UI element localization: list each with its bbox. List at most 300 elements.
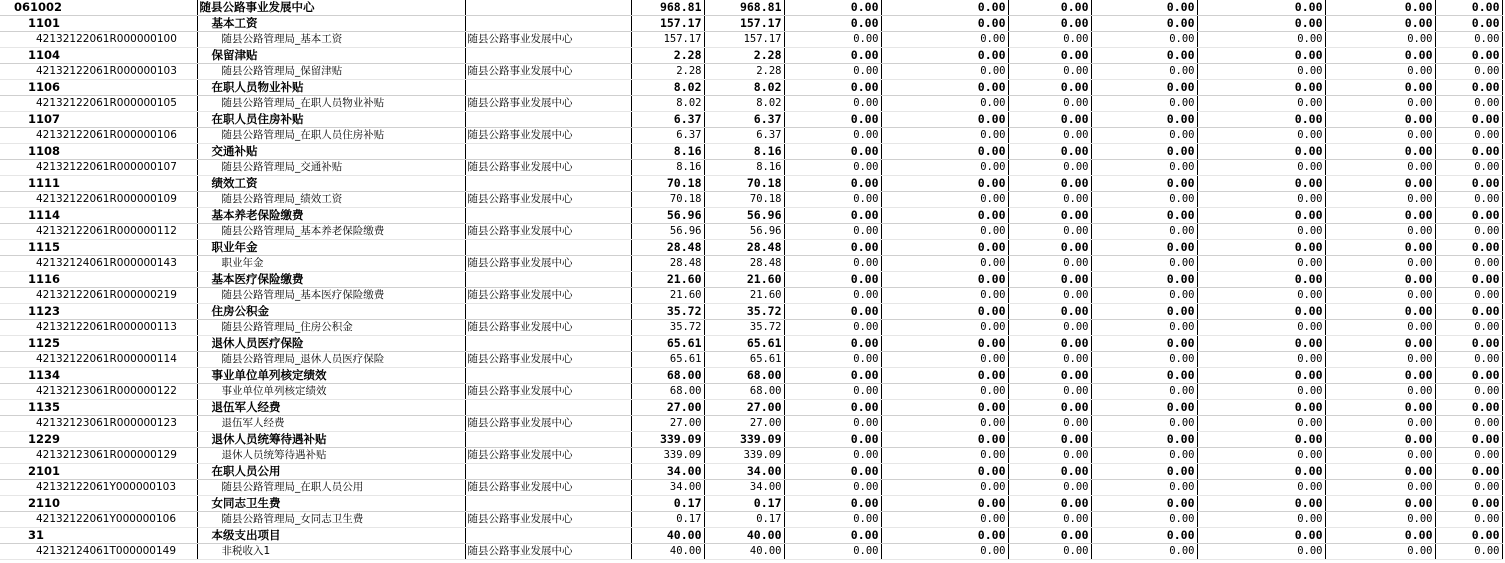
amount-cell[interactable]: 0.00	[1091, 80, 1197, 96]
amount-cell[interactable]: 65.61	[631, 352, 704, 368]
amount-cell[interactable]: 0.00	[1091, 448, 1197, 464]
amount-cell[interactable]: 0.00	[784, 16, 881, 32]
unit-cell[interactable]	[465, 16, 631, 32]
unit-cell[interactable]: 随县公路事业发展中心	[465, 416, 631, 432]
amount-cell[interactable]: 0.00	[1197, 544, 1325, 560]
amount-cell[interactable]: 157.17	[704, 16, 784, 32]
amount-cell[interactable]: 0.00	[1008, 496, 1091, 512]
unit-cell[interactable]: 随县公路事业发展中心	[465, 256, 631, 272]
amount-cell[interactable]: 0.00	[1435, 208, 1502, 224]
amount-cell[interactable]: 70.18	[631, 192, 704, 208]
amount-cell[interactable]: 0.00	[1325, 160, 1435, 176]
amount-cell[interactable]: 0.00	[1008, 192, 1091, 208]
amount-cell[interactable]: 34.00	[631, 464, 704, 480]
amount-cell[interactable]: 0.00	[1197, 432, 1325, 448]
amount-cell[interactable]: 157.17	[631, 16, 704, 32]
name-cell[interactable]: 随县公路管理局_住房公积金	[197, 320, 465, 336]
amount-cell[interactable]: 968.81	[704, 0, 784, 16]
amount-cell[interactable]: 0.00	[784, 528, 881, 544]
amount-cell[interactable]: 0.00	[1197, 384, 1325, 400]
name-cell[interactable]: 在职人员物业补贴	[197, 80, 465, 96]
amount-cell[interactable]: 0.00	[1008, 64, 1091, 80]
amount-cell[interactable]: 65.61	[631, 336, 704, 352]
amount-cell[interactable]: 0.00	[1197, 400, 1325, 416]
amount-cell[interactable]: 0.00	[881, 384, 1008, 400]
amount-cell[interactable]: 0.00	[1008, 80, 1091, 96]
unit-cell[interactable]	[465, 432, 631, 448]
name-cell[interactable]: 随县公路管理局_交通补贴	[197, 160, 465, 176]
amount-cell[interactable]: 2.28	[704, 64, 784, 80]
amount-cell[interactable]: 0.00	[1325, 432, 1435, 448]
amount-cell[interactable]: 0.00	[1197, 144, 1325, 160]
amount-cell[interactable]: 0.00	[1325, 256, 1435, 272]
amount-cell[interactable]: 0.00	[1008, 176, 1091, 192]
amount-cell[interactable]: 0.00	[881, 0, 1008, 16]
unit-cell[interactable]: 随县公路事业发展中心	[465, 128, 631, 144]
amount-cell[interactable]: 0.00	[1435, 112, 1502, 128]
amount-cell[interactable]: 0.00	[1435, 528, 1502, 544]
amount-cell[interactable]: 0.00	[1008, 368, 1091, 384]
amount-cell[interactable]: 8.02	[704, 96, 784, 112]
amount-cell[interactable]: 0.00	[1325, 544, 1435, 560]
amount-cell[interactable]: 0.00	[881, 80, 1008, 96]
amount-cell[interactable]: 0.00	[784, 480, 881, 496]
amount-cell[interactable]: 0.00	[1091, 144, 1197, 160]
name-cell[interactable]: 在职人员公用	[197, 464, 465, 480]
amount-cell[interactable]: 28.48	[704, 240, 784, 256]
unit-cell[interactable]	[465, 368, 631, 384]
unit-cell[interactable]: 随县公路事业发展中心	[465, 320, 631, 336]
unit-cell[interactable]	[465, 336, 631, 352]
amount-cell[interactable]: 0.00	[1435, 400, 1502, 416]
amount-cell[interactable]: 21.60	[704, 288, 784, 304]
amount-cell[interactable]: 0.00	[1435, 272, 1502, 288]
amount-cell[interactable]: 6.37	[631, 112, 704, 128]
amount-cell[interactable]: 0.00	[881, 32, 1008, 48]
amount-cell[interactable]: 0.00	[1325, 336, 1435, 352]
amount-cell[interactable]: 0.00	[784, 288, 881, 304]
amount-cell[interactable]: 70.18	[704, 192, 784, 208]
amount-cell[interactable]: 0.00	[784, 400, 881, 416]
amount-cell[interactable]: 0.00	[1197, 176, 1325, 192]
amount-cell[interactable]: 0.00	[784, 224, 881, 240]
name-cell[interactable]: 非税收入1	[197, 544, 465, 560]
amount-cell[interactable]: 21.60	[631, 272, 704, 288]
amount-cell[interactable]: 0.00	[1008, 288, 1091, 304]
amount-cell[interactable]: 0.00	[784, 208, 881, 224]
amount-cell[interactable]: 0.00	[1197, 112, 1325, 128]
amount-cell[interactable]: 0.00	[1435, 48, 1502, 64]
code-cell[interactable]: 2101	[0, 464, 197, 480]
amount-cell[interactable]: 0.00	[1197, 448, 1325, 464]
amount-cell[interactable]: 0.00	[881, 128, 1008, 144]
code-cell[interactable]: 42132122061R000000100	[0, 32, 197, 48]
amount-cell[interactable]: 0.00	[784, 176, 881, 192]
amount-cell[interactable]: 0.00	[1435, 496, 1502, 512]
amount-cell[interactable]: 68.00	[631, 384, 704, 400]
unit-cell[interactable]: 随县公路事业发展中心	[465, 544, 631, 560]
amount-cell[interactable]: 0.00	[784, 416, 881, 432]
amount-cell[interactable]: 6.37	[704, 128, 784, 144]
amount-cell[interactable]: 0.17	[631, 512, 704, 528]
amount-cell[interactable]: 0.00	[1091, 480, 1197, 496]
name-cell[interactable]: 退休人员医疗保险	[197, 336, 465, 352]
amount-cell[interactable]: 0.17	[704, 512, 784, 528]
amount-cell[interactable]: 0.00	[1008, 256, 1091, 272]
code-cell[interactable]: 1135	[0, 400, 197, 416]
amount-cell[interactable]: 0.00	[1008, 464, 1091, 480]
amount-cell[interactable]: 0.00	[1091, 272, 1197, 288]
amount-cell[interactable]: 0.00	[1008, 480, 1091, 496]
amount-cell[interactable]: 0.00	[1091, 464, 1197, 480]
amount-cell[interactable]: 0.00	[784, 448, 881, 464]
amount-cell[interactable]: 0.00	[784, 96, 881, 112]
amount-cell[interactable]: 0.00	[784, 496, 881, 512]
amount-cell[interactable]: 0.00	[1091, 496, 1197, 512]
amount-cell[interactable]: 56.96	[704, 224, 784, 240]
amount-cell[interactable]: 2.28	[631, 64, 704, 80]
amount-cell[interactable]: 0.00	[784, 192, 881, 208]
amount-cell[interactable]: 8.02	[631, 96, 704, 112]
amount-cell[interactable]: 0.00	[881, 464, 1008, 480]
name-cell[interactable]: 绩效工资	[197, 176, 465, 192]
amount-cell[interactable]: 8.16	[704, 144, 784, 160]
amount-cell[interactable]: 0.00	[784, 352, 881, 368]
name-cell[interactable]: 随县公路管理局_在职人员住房补贴	[197, 128, 465, 144]
code-cell[interactable]: 42132122061R000000105	[0, 96, 197, 112]
name-cell[interactable]: 基本养老保险缴费	[197, 208, 465, 224]
amount-cell[interactable]: 8.16	[631, 144, 704, 160]
amount-cell[interactable]: 0.00	[1008, 384, 1091, 400]
amount-cell[interactable]: 28.48	[704, 256, 784, 272]
amount-cell[interactable]: 0.00	[1435, 304, 1502, 320]
amount-cell[interactable]: 339.09	[631, 432, 704, 448]
amount-cell[interactable]: 0.00	[1008, 112, 1091, 128]
amount-cell[interactable]: 0.00	[1197, 208, 1325, 224]
amount-cell[interactable]: 0.00	[1435, 224, 1502, 240]
amount-cell[interactable]: 68.00	[631, 368, 704, 384]
amount-cell[interactable]: 0.00	[1197, 96, 1325, 112]
amount-cell[interactable]: 0.00	[1325, 112, 1435, 128]
name-cell[interactable]: 事业单位单列核定绩效	[197, 368, 465, 384]
amount-cell[interactable]: 0.00	[1197, 288, 1325, 304]
amount-cell[interactable]: 0.00	[881, 352, 1008, 368]
amount-cell[interactable]: 0.00	[784, 64, 881, 80]
amount-cell[interactable]: 0.00	[784, 272, 881, 288]
amount-cell[interactable]: 0.00	[1325, 16, 1435, 32]
name-cell[interactable]: 随县公路管理局_绩效工资	[197, 192, 465, 208]
amount-cell[interactable]: 0.00	[1197, 224, 1325, 240]
amount-cell[interactable]: 0.00	[1091, 96, 1197, 112]
amount-cell[interactable]: 0.00	[1091, 192, 1197, 208]
unit-cell[interactable]	[465, 400, 631, 416]
amount-cell[interactable]: 0.00	[1008, 544, 1091, 560]
amount-cell[interactable]: 0.00	[1091, 400, 1197, 416]
amount-cell[interactable]: 0.00	[1008, 352, 1091, 368]
code-cell[interactable]: 2110	[0, 496, 197, 512]
code-cell[interactable]: 061002	[0, 0, 197, 16]
code-cell[interactable]: 42132124061R000000143	[0, 256, 197, 272]
amount-cell[interactable]: 0.00	[784, 512, 881, 528]
amount-cell[interactable]: 0.00	[881, 480, 1008, 496]
amount-cell[interactable]: 6.37	[631, 128, 704, 144]
amount-cell[interactable]: 0.00	[1197, 480, 1325, 496]
code-cell[interactable]: 42132122061R000000106	[0, 128, 197, 144]
name-cell[interactable]: 随县公路管理局_保留津贴	[197, 64, 465, 80]
amount-cell[interactable]: 0.00	[1008, 144, 1091, 160]
unit-cell[interactable]	[465, 464, 631, 480]
amount-cell[interactable]: 21.60	[704, 272, 784, 288]
unit-cell[interactable]: 随县公路事业发展中心	[465, 512, 631, 528]
amount-cell[interactable]: 0.00	[1091, 208, 1197, 224]
amount-cell[interactable]: 0.00	[1197, 128, 1325, 144]
name-cell[interactable]: 女同志卫生费	[197, 496, 465, 512]
amount-cell[interactable]: 0.00	[784, 336, 881, 352]
amount-cell[interactable]: 0.00	[1435, 432, 1502, 448]
name-cell[interactable]: 随县公路管理局_在职人员公用	[197, 480, 465, 496]
amount-cell[interactable]: 0.00	[1091, 432, 1197, 448]
amount-cell[interactable]: 27.00	[704, 416, 784, 432]
amount-cell[interactable]: 0.00	[1091, 128, 1197, 144]
amount-cell[interactable]: 0.00	[1197, 368, 1325, 384]
amount-cell[interactable]: 2.28	[704, 48, 784, 64]
amount-cell[interactable]: 0.00	[784, 240, 881, 256]
code-cell[interactable]: 1115	[0, 240, 197, 256]
amount-cell[interactable]: 0.00	[881, 304, 1008, 320]
unit-cell[interactable]	[465, 80, 631, 96]
amount-cell[interactable]: 0.00	[1325, 528, 1435, 544]
unit-cell[interactable]: 随县公路事业发展中心	[465, 160, 631, 176]
unit-cell[interactable]: 随县公路事业发展中心	[465, 384, 631, 400]
unit-cell[interactable]: 随县公路事业发展中心	[465, 352, 631, 368]
amount-cell[interactable]: 0.00	[881, 256, 1008, 272]
amount-cell[interactable]: 40.00	[631, 544, 704, 560]
amount-cell[interactable]: 35.72	[704, 304, 784, 320]
amount-cell[interactable]: 0.00	[1008, 16, 1091, 32]
name-cell[interactable]: 随县公路管理局_女同志卫生费	[197, 512, 465, 528]
amount-cell[interactable]: 0.00	[1435, 16, 1502, 32]
amount-cell[interactable]: 0.00	[1435, 128, 1502, 144]
code-cell[interactable]: 1106	[0, 80, 197, 96]
amount-cell[interactable]: 0.00	[1435, 256, 1502, 272]
code-cell[interactable]: 1107	[0, 112, 197, 128]
amount-cell[interactable]: 0.00	[784, 320, 881, 336]
amount-cell[interactable]: 0.00	[1197, 352, 1325, 368]
unit-cell[interactable]: 随县公路事业发展中心	[465, 96, 631, 112]
amount-cell[interactable]: 0.00	[881, 368, 1008, 384]
amount-cell[interactable]: 0.00	[1091, 384, 1197, 400]
amount-cell[interactable]: 0.00	[1325, 144, 1435, 160]
amount-cell[interactable]: 0.00	[1197, 464, 1325, 480]
amount-cell[interactable]: 0.00	[1325, 384, 1435, 400]
code-cell[interactable]: 1101	[0, 16, 197, 32]
amount-cell[interactable]: 0.00	[1091, 176, 1197, 192]
amount-cell[interactable]: 0.00	[1325, 480, 1435, 496]
name-cell[interactable]: 随县公路管理局_退休人员医疗保险	[197, 352, 465, 368]
amount-cell[interactable]: 339.09	[704, 448, 784, 464]
amount-cell[interactable]: 27.00	[704, 400, 784, 416]
name-cell[interactable]: 基本医疗保险缴费	[197, 272, 465, 288]
amount-cell[interactable]: 0.00	[1325, 96, 1435, 112]
name-cell[interactable]: 随县公路事业发展中心	[197, 0, 465, 16]
amount-cell[interactable]: 0.00	[1197, 192, 1325, 208]
amount-cell[interactable]: 0.00	[784, 464, 881, 480]
amount-cell[interactable]: 8.02	[631, 80, 704, 96]
amount-cell[interactable]: 0.00	[1197, 416, 1325, 432]
amount-cell[interactable]: 0.00	[881, 192, 1008, 208]
amount-cell[interactable]: 0.00	[1008, 416, 1091, 432]
amount-cell[interactable]: 40.00	[704, 528, 784, 544]
amount-cell[interactable]: 0.00	[881, 448, 1008, 464]
amount-cell[interactable]: 0.00	[1197, 320, 1325, 336]
amount-cell[interactable]: 0.00	[1325, 80, 1435, 96]
amount-cell[interactable]: 27.00	[631, 400, 704, 416]
amount-cell[interactable]: 0.00	[1325, 176, 1435, 192]
amount-cell[interactable]: 0.00	[1091, 160, 1197, 176]
amount-cell[interactable]: 0.00	[1197, 304, 1325, 320]
amount-cell[interactable]: 0.00	[1325, 464, 1435, 480]
amount-cell[interactable]: 21.60	[631, 288, 704, 304]
code-cell[interactable]: 42132122061R000000107	[0, 160, 197, 176]
unit-cell[interactable]	[465, 304, 631, 320]
name-cell[interactable]: 在职人员住房补贴	[197, 112, 465, 128]
name-cell[interactable]: 退伍军人经费	[197, 416, 465, 432]
code-cell[interactable]: 42132122061Y000000106	[0, 512, 197, 528]
amount-cell[interactable]: 0.00	[1091, 512, 1197, 528]
amount-cell[interactable]: 65.61	[704, 336, 784, 352]
amount-cell[interactable]: 0.00	[1091, 352, 1197, 368]
amount-cell[interactable]: 0.00	[1325, 320, 1435, 336]
amount-cell[interactable]: 0.00	[881, 336, 1008, 352]
name-cell[interactable]: 随县公路管理局_在职人员物业补贴	[197, 96, 465, 112]
unit-cell[interactable]: 随县公路事业发展中心	[465, 64, 631, 80]
amount-cell[interactable]: 0.00	[1008, 224, 1091, 240]
amount-cell[interactable]: 0.00	[881, 240, 1008, 256]
amount-cell[interactable]: 0.00	[1325, 416, 1435, 432]
amount-cell[interactable]: 0.00	[1325, 496, 1435, 512]
amount-cell[interactable]: 0.00	[1435, 464, 1502, 480]
amount-cell[interactable]: 0.00	[881, 96, 1008, 112]
amount-cell[interactable]: 0.00	[1197, 160, 1325, 176]
amount-cell[interactable]: 0.00	[1197, 240, 1325, 256]
amount-cell[interactable]: 0.00	[1435, 416, 1502, 432]
amount-cell[interactable]: 0.00	[881, 496, 1008, 512]
amount-cell[interactable]: 0.00	[1325, 368, 1435, 384]
amount-cell[interactable]: 28.48	[631, 240, 704, 256]
amount-cell[interactable]: 0.00	[1008, 240, 1091, 256]
amount-cell[interactable]: 0.00	[784, 32, 881, 48]
amount-cell[interactable]: 0.00	[881, 544, 1008, 560]
amount-cell[interactable]: 0.00	[784, 160, 881, 176]
amount-cell[interactable]: 0.00	[1091, 0, 1197, 16]
unit-cell[interactable]: 随县公路事业发展中心	[465, 480, 631, 496]
amount-cell[interactable]: 0.00	[1325, 48, 1435, 64]
name-cell[interactable]: 住房公积金	[197, 304, 465, 320]
amount-cell[interactable]: 0.00	[1008, 400, 1091, 416]
amount-cell[interactable]: 65.61	[704, 352, 784, 368]
unit-cell[interactable]	[465, 144, 631, 160]
amount-cell[interactable]: 0.00	[1435, 368, 1502, 384]
amount-cell[interactable]: 0.00	[881, 272, 1008, 288]
amount-cell[interactable]: 0.00	[784, 368, 881, 384]
unit-cell[interactable]: 随县公路事业发展中心	[465, 32, 631, 48]
unit-cell[interactable]: 随县公路事业发展中心	[465, 288, 631, 304]
amount-cell[interactable]: 8.02	[704, 80, 784, 96]
amount-cell[interactable]: 0.00	[1091, 240, 1197, 256]
name-cell[interactable]: 基本工资	[197, 16, 465, 32]
amount-cell[interactable]: 8.16	[704, 160, 784, 176]
code-cell[interactable]: 42132123061R000000129	[0, 448, 197, 464]
amount-cell[interactable]: 0.00	[1435, 192, 1502, 208]
amount-cell[interactable]: 0.00	[1008, 432, 1091, 448]
amount-cell[interactable]: 0.00	[1008, 272, 1091, 288]
amount-cell[interactable]: 0.00	[1197, 0, 1325, 16]
amount-cell[interactable]: 0.00	[1008, 512, 1091, 528]
amount-cell[interactable]: 28.48	[631, 256, 704, 272]
unit-cell[interactable]	[465, 176, 631, 192]
amount-cell[interactable]: 0.00	[1091, 48, 1197, 64]
code-cell[interactable]: 1114	[0, 208, 197, 224]
unit-cell[interactable]	[465, 240, 631, 256]
amount-cell[interactable]: 0.00	[1435, 448, 1502, 464]
amount-cell[interactable]: 0.00	[881, 416, 1008, 432]
amount-cell[interactable]: 0.00	[881, 176, 1008, 192]
amount-cell[interactable]: 6.37	[704, 112, 784, 128]
amount-cell[interactable]: 0.00	[881, 160, 1008, 176]
unit-cell[interactable]	[465, 528, 631, 544]
amount-cell[interactable]: 0.00	[1325, 224, 1435, 240]
amount-cell[interactable]: 0.00	[1008, 32, 1091, 48]
amount-cell[interactable]: 968.81	[631, 0, 704, 16]
code-cell[interactable]: 42132123061R000000122	[0, 384, 197, 400]
amount-cell[interactable]: 35.72	[704, 320, 784, 336]
amount-cell[interactable]: 0.00	[881, 432, 1008, 448]
amount-cell[interactable]: 0.00	[1008, 336, 1091, 352]
name-cell[interactable]: 职业年金	[197, 240, 465, 256]
amount-cell[interactable]: 0.00	[1325, 352, 1435, 368]
amount-cell[interactable]: 0.00	[784, 80, 881, 96]
amount-cell[interactable]: 0.00	[881, 64, 1008, 80]
amount-cell[interactable]: 35.72	[631, 304, 704, 320]
code-cell[interactable]: 1229	[0, 432, 197, 448]
unit-cell[interactable]	[465, 48, 631, 64]
amount-cell[interactable]: 2.28	[631, 48, 704, 64]
code-cell[interactable]: 42132123061R000000123	[0, 416, 197, 432]
amount-cell[interactable]: 0.00	[1435, 160, 1502, 176]
amount-cell[interactable]: 56.96	[631, 208, 704, 224]
amount-cell[interactable]: 0.00	[1008, 320, 1091, 336]
amount-cell[interactable]: 0.00	[1325, 288, 1435, 304]
amount-cell[interactable]: 0.00	[1091, 320, 1197, 336]
amount-cell[interactable]: 0.00	[1091, 416, 1197, 432]
amount-cell[interactable]: 0.00	[1091, 112, 1197, 128]
amount-cell[interactable]: 0.00	[1091, 304, 1197, 320]
amount-cell[interactable]: 0.00	[881, 528, 1008, 544]
amount-cell[interactable]: 0.00	[784, 432, 881, 448]
amount-cell[interactable]: 0.00	[1325, 448, 1435, 464]
amount-cell[interactable]: 0.00	[1091, 256, 1197, 272]
amount-cell[interactable]: 0.00	[1091, 336, 1197, 352]
amount-cell[interactable]: 0.00	[1091, 368, 1197, 384]
amount-cell[interactable]: 157.17	[704, 32, 784, 48]
amount-cell[interactable]: 8.16	[631, 160, 704, 176]
amount-cell[interactable]: 0.00	[881, 512, 1008, 528]
amount-cell[interactable]: 0.00	[1325, 304, 1435, 320]
unit-cell[interactable]: 随县公路事业发展中心	[465, 192, 631, 208]
name-cell[interactable]: 随县公路管理局_基本工资	[197, 32, 465, 48]
amount-cell[interactable]: 0.00	[1008, 160, 1091, 176]
name-cell[interactable]: 随县公路管理局_基本养老保险缴费	[197, 224, 465, 240]
